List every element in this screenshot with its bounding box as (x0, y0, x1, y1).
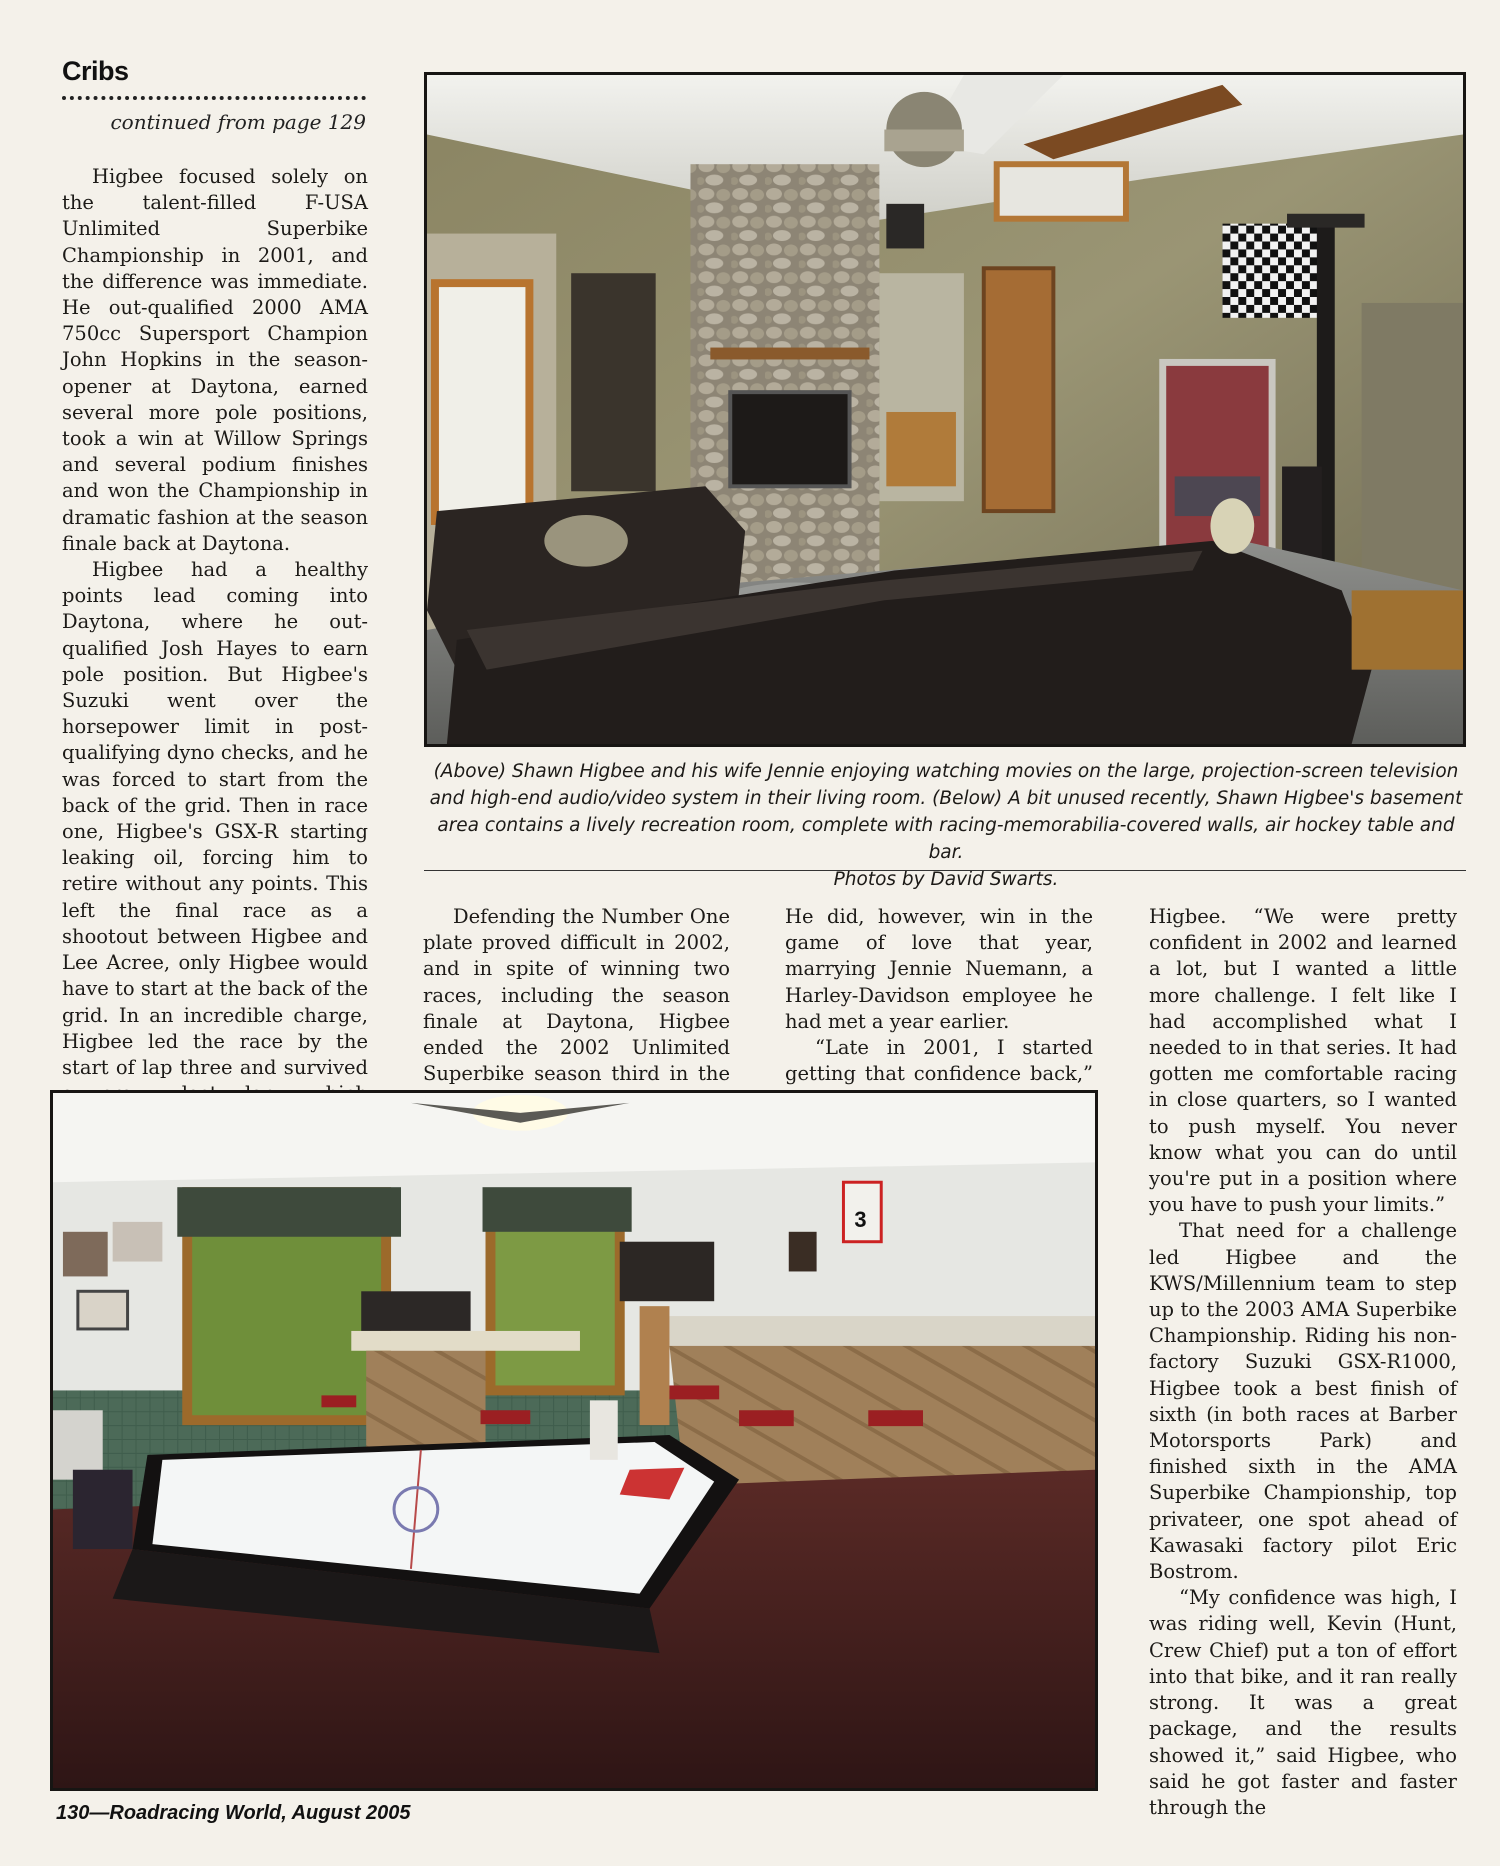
paragraph: Defending the Number One plate proved difficult in 2002, and in spite of winning two races, including the season finale at Daytona, Higbee ended the 2002 Unlimited Superbike season third in the (423, 905, 730, 1086)
article-column-3 (785, 904, 1093, 1114)
paragraph: Higbee had a healthy points lead coming into Daytona, where he out-qualified Josh Hayes to earn pole position. But Higbee's Suzuki went over the horsepower limit in post-qualifying dyno checks, and he was forced to start from the back of the grid. Then in race one, Higbee's GSX-R starting leaking oil, forcing him to retire without any points. This left the final race as a shootout between Higbee and Lee Acree, only Higbee would have to start at the back of the grid. In an incredible charge, Higbee led the race by the start of lap three and survived (62, 558, 368, 1079)
paragraph: Higbee. “We were pretty confident in 2002 and learned a lot, but I wanted a little more challenge. I felt like I had accomplished what I needed to in that series. It had gotten me comfortable racing in close quarters, so I wanted to push myself. You never know what you can do until you're put in a position where you have to push your limits.” (1149, 905, 1457, 1217)
page-footer: 130—Roadracing World, August 2005 (56, 1802, 411, 1824)
paragraph: That need for a challenge led Higbee and the KWS/Millennium team to step up to the 2003 AMA Superbike Championship. Riding his non-factory Suzuki GSX-R1000, Higbee took a best finish of sixth (in both races at Barber Motorsports Park) and finished sixth in the AMA Superbike Championship, top privateer, one spot ahead of Kawasaki factory pilot Eric Bostrom. (1149, 1219, 1457, 1584)
paragraph: “Late in 2001, I started getting that confidence back,” (785, 1036, 1093, 1086)
paragraph: He did, however, win in the game of love that year, marrying Jennie Nuemann, a Harley-Davidson employee he had met a year earlier. (785, 905, 1093, 1033)
photo-credit: Photos by David Swarts. (833, 869, 1059, 890)
article-column-4 (1149, 904, 1457, 1821)
section-label: Cribs (62, 56, 129, 86)
caption-text: (Above) Shawn Higbee and his wife Jennie enjoying watching movies on the large, projection-screen television and high-end audio/video system in their living room. (Below) A bit unused recently, Shawn Higbee's basement area contains a lively recreation room, complete with racing-memorabilia-covered walls, air hockey table and bar. (429, 761, 1463, 863)
jersey-number: 3 (854, 1206, 867, 1232)
article-column-1 (62, 164, 368, 1186)
photo-caption (420, 758, 1472, 893)
paragraph: “My confidence was high, I was riding well, Kevin (Hunt, Crew Chief) put a ton of effort into that bike, and it ran really strong. It was a great package, and the results showed it,” said Higbee, who said he got faster and faster through the (1149, 1586, 1457, 1819)
dotted-rule (62, 96, 366, 100)
paragraph: Higbee focused solely on the talent-filled F-USA Unlimited Superbike Championship in 2001, and the difference was immediate. He out-qualified 2000 AMA 750cc Supersport Champion John Hopkins in the season-opener at Daytona, earned several more pole positions, took a win at Willow Springs and several podium finishes and won the Championship in dramatic fashion at the season finale back at Daytona. (62, 165, 368, 555)
basement-recreation-room-photo (50, 1090, 1098, 1791)
caption-rule (424, 870, 1466, 871)
living-room-photo (424, 72, 1466, 747)
article-column-2 (423, 904, 730, 1114)
continued-from-label: continued from page 129 (110, 110, 366, 134)
